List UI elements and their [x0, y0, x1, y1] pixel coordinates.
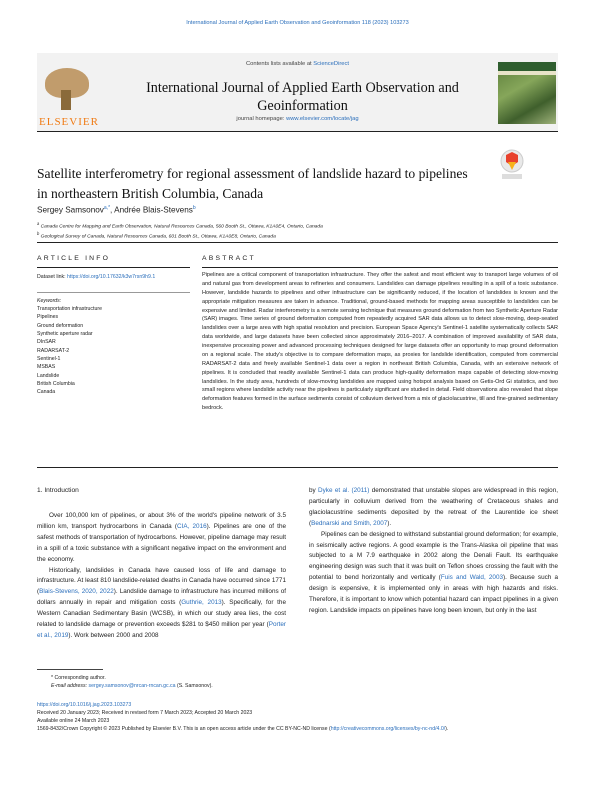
body-column-right [309, 486, 558, 617]
article-title: Satellite interferometry for regional assessment of landslide hazard to pipelines in northeastern British Columbia, Canada [37, 166, 468, 201]
running-head[interactable]: International Journal of Applied Earth Observation and Geoinformation 118 (2023) 103273 [186, 20, 409, 26]
license-statement: 1569-8432/Crown Copyright © 2023 Published by Elsevier B.V. This is an open access article under the CC BY-NC-ND license (http://creativecommons.org/licenses/by-nc-nd/4.0/). [37, 726, 449, 733]
contents-available-line: Contents lists available at ScienceDirect [245, 61, 350, 67]
affiliation-b: $^b$ Geological Survey of Canada, Natural Resources Canada, 601 Booth St., Ottawa, K1A0E8, Ontario, Canada [37, 231, 276, 240]
footnote: * Corresponding author. E-mail address: sergey.samsonov@nrcan-rncan.gc.ca (S. Samsonov). [51, 675, 213, 690]
section-heading: 1. Introduction [37, 487, 79, 494]
journal-homepage-line: journal homepage: www.elsevier.com/locate/jag [236, 116, 359, 122]
keyword: MSBAS [37, 364, 56, 371]
author-superscript[interactable]: a,* [103, 205, 111, 211]
author-name[interactable]: Andrée Blais-Stevens [114, 205, 193, 215]
paragraph: by Dyke et al. (2011) demonstrated that unstable slopes are widespread in this region, particularly in colluvium derived from the weathering of Cretaceous shales and glaciolacustrine sediments deposited by the retreat of the Laurentide ice sheet (Bednarski and Smith, 2007). [309, 487, 558, 527]
elsevier-tree-logo [37, 62, 97, 124]
paragraph: Pipelines can be designed to withstand substantial ground deformation; for example, in seismically active regions. A good example is the Trans-Alaska oil pipeline that was subjected to a M 7.9 earthquake in 2002 along the Denali Fault. Its earthquake engineering design was such that it was built on Teflon shoes crossing the fault with the potential to bend horizontally and vertically (Fuis and Wald, 2003). Because such a design is expensive, it is implemented only in areas with high hazards and risks. Therefore, it is important to know which potential hazard can impact pipelines in a given region. Landslide impacts on pipelines have long been known, but only in the last [309, 530, 559, 614]
keywords-label: Keywords: [37, 298, 62, 304]
dataset-link[interactable]: https://doi.org/10.17632/k3w7rsn9h9.1 [67, 274, 156, 280]
citation-link[interactable]: Dyke et al. (2011) [318, 487, 370, 494]
keyword: British Columbia [37, 380, 75, 387]
keywords-block [37, 297, 190, 397]
body-column-left [37, 511, 286, 642]
paragraph: Over 100,000 km of pipelines, or about 3% of the world's pipeline network of 3.5 million km, transport hydrocarbons in Canada (CIA, 2016). Pipelines are one of the safest methods of transportation of hydrocarbons. However, pipeline damage may result in a spill of a toxic substance with a significant negative impact on the environment and the economy. [37, 512, 287, 563]
footnote-divider [37, 669, 103, 670]
journal-title: International Journal of Applied Earth Observation and Geoinformation [146, 80, 459, 115]
email-link[interactable]: sergey.samsonov@nrcan-rncan.gc.ca [88, 683, 176, 690]
citation-link[interactable]: Fuis and Wald, 2003 [440, 574, 504, 582]
keyword: DInSAR [37, 339, 56, 346]
citation-link[interactable]: Guthrie, 2013 [181, 599, 222, 607]
license-link[interactable]: http://creativecommons.org/licenses/by-nc-nd/4.0/ [330, 726, 446, 733]
keyword: Landslide [37, 372, 60, 379]
divider [37, 467, 558, 468]
author-name[interactable]: Sergey Samsonov [37, 205, 104, 215]
divider [37, 292, 190, 293]
publisher-wordmark: ELSEVIER [39, 116, 99, 128]
citation-link[interactable]: Bednarski and Smith, 2007 [311, 519, 388, 527]
keyword: Pipelines [37, 314, 59, 321]
check-for-updates-icon[interactable] [499, 148, 525, 182]
keyword: Synthetic aperture radar [37, 331, 93, 337]
author-list: Sergey Samsonov$^{a,*}$, Andrée Blais-Stevens$^b$ [37, 205, 196, 215]
journal-cover-image [498, 62, 556, 124]
article-info-heading: ARTICLE INFO [37, 255, 111, 262]
divider [202, 267, 558, 268]
keyword: Sentinel-1 [37, 355, 61, 362]
keyword: RADARSAT-2 [37, 347, 70, 354]
paragraph: Historically, landslides in Canada have caused loss of life and damage to infrastructure. At least 810 landslide-related deaths in Canada have occurred since 1771 (Blais-Stevens, 2020, 2022). Landslide damage to infrastructure has incurred millions of dollars annually in repair and mitigation costs (Guthrie, 2013). Specifically, for the Western Canadian Sedimentary Basin (WCSB), in which our study area lies, the cost related to landslide damage or prevention exceeds $281 to $450 million per year (Porter et al., 2019). Work between 2000 and 2008 [37, 566, 286, 639]
divider [37, 242, 558, 243]
journal-homepage-link[interactable]: www.elsevier.com/locate/jag [286, 116, 359, 122]
citation-link[interactable]: Porter et al., 2019 [37, 621, 286, 639]
citation-link[interactable]: CIA, 2016 [177, 522, 207, 530]
abstract-heading: ABSTRACT [202, 255, 256, 262]
citation-link[interactable]: Blais-Stevens, 2020, 2022 [39, 588, 114, 596]
sciencedirect-link[interactable]: ScienceDirect [313, 61, 350, 67]
keyword: Ground deformation [37, 322, 84, 329]
affiliation-a: $^a$ Canada Centre for Mapping and Earth Observation, Natural Resources Canada, 560 Booth St., Ottawa, K1A0E4, Ontario, Canada [37, 221, 323, 230]
dataset-link-block: Dataset link: https://doi.org/10.17632/k3w7rsn9h9.1 [37, 274, 156, 280]
abstract-text: Pipelines are a critical component of transportation infrastructure. They offer the safest and most efficient way to transport large volumes of oil and natural gas from development areas to refineries and consumers. Landslides can damage pipelines resulting in a spill of a toxic substance. However, landslide hazards to pipelines and other infrastructure can be significantly reduced, if the location of landslides is known and the appropriate mitigation measures are taken in advance. Traditional, ground-based methods for mapping areas susceptible to landslides can be expensive and limited. Radar interferometry is a remote sensing technique that measures ground deformation from two Synthetic Aperture Radar (SAR) images. Time series of ground deformation computed from repeatedly acquired SAR data allows us to detect slow-moving, deep-seated landslides over a large area with high spatial resolution and precision. European Space Agency's Sentinel-1 satellite systematically collects SAR data worldwide, and large datasets have been collected since approximately 2016–2017. A combination of improved availability of SAR data, inexpensive processing power and advanced processing techniques designed for large datasets offer an opportunity to map ground deformation on a regional scale. The study's objective is to compare deformation maps, as proxies for landslide identification, computed from commercial RADARSAT-2 data and freely available Sentinel-1 data over a region in northeast British Columbia, Canada, with an extensive network of pipelines. It is concluded that readily available Sentinel-1 data can produce high-quality deformation maps capable of detecting slow-moving landslides. In the study area, hundreds of slow-moving landslides are mapped using hotspot analysis based on Getis-Ord Gi statistics, and two small regions where landslide activity near the pipelines is particularly significant are studied in detail. Field observations also revealed that slope deformation features formed in the surface sediments consist of colluvium derived from a mix of glaciolacustrine, till and fine-grained sedimentary bedrock. [202, 272, 558, 412]
doi-link[interactable]: https://doi.org/10.1016/j.jag.2023.103273 [37, 702, 132, 708]
keyword: Canada [37, 389, 56, 396]
article-metadata-footer [37, 701, 558, 733]
author-superscript[interactable]: b [192, 205, 196, 211]
available-online: Available online 24 March 2023 [37, 718, 110, 725]
article-history: Received 20 January 2023; Received in revised form 7 March 2023; Accepted 20 March 2023 [37, 710, 253, 717]
divider [37, 267, 190, 268]
keyword: Transportation infrastructure [37, 306, 102, 313]
affiliations [37, 221, 537, 241]
